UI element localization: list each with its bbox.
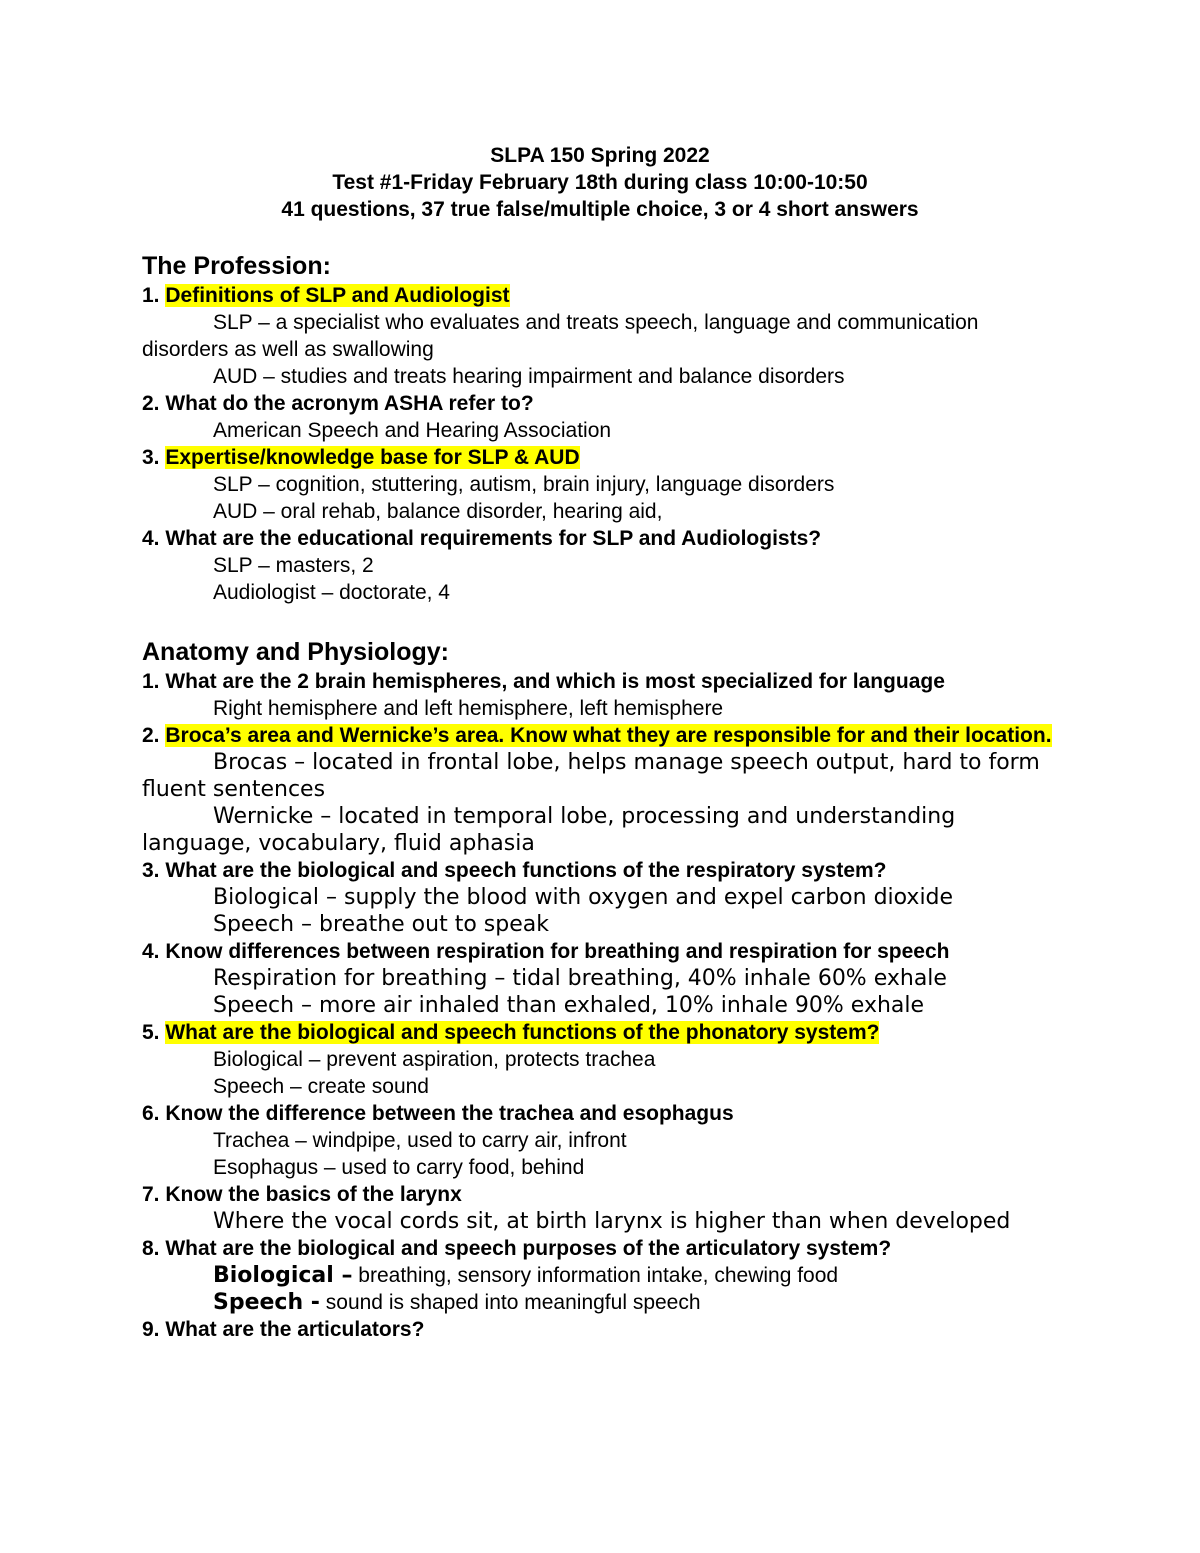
highlighted-question-text: Definitions of SLP and Audiologist <box>165 284 510 307</box>
answer-label: Speech - <box>213 1290 320 1315</box>
answer-line: Speech – breathe out to speak <box>213 912 549 937</box>
answer-line: Speech – create sound <box>213 1075 429 1098</box>
test-date: Test #1-Friday February 18th during class 10:00-10:50 <box>332 171 868 194</box>
section-spacer <box>142 606 1062 636</box>
document-body <box>142 250 1062 1343</box>
question-4: 4. What are the educational requirements for SLP and Audiologists? <box>142 527 822 550</box>
answer-line <box>142 1289 1062 1316</box>
section-title-anatomy: Anatomy and Physiology: <box>142 638 449 666</box>
document-header <box>0 142 1200 223</box>
answer-line: American Speech and Hearing Association <box>213 419 612 442</box>
question-number: 2. <box>142 724 166 747</box>
answer-line: SLP – cognition, stuttering, autism, brain injury, language disorders <box>213 473 835 496</box>
answer-text: sound is shaped into meaningful speech <box>319 1291 701 1314</box>
question-9: 9. What are the articulators? <box>142 1318 425 1341</box>
answer-line: Wernicke – located in temporal lobe, processing and understanding language, vocabulary, fluid aphasia <box>142 804 956 856</box>
question-number: 1. <box>142 284 166 307</box>
highlighted-question-text: Expertise/knowledge base for SLP & AUD <box>165 446 580 469</box>
answer-line: Brocas – located in frontal lobe, helps manage speech output, hard to form fluent sentences <box>142 750 1040 802</box>
question-2 <box>142 722 1062 749</box>
answer-line: Respiration for breathing – tidal breathing, 40% inhale 60% exhale <box>213 966 947 991</box>
question-1: 1. What are the 2 brain hemispheres, and which is most specialized for language <box>142 670 945 693</box>
answer-line: SLP – a specialist who evaluates and treats speech, language and communication disorders as well as swallowing <box>142 311 979 361</box>
answer-line: SLP – masters, 2 <box>213 554 374 577</box>
answer-label: Biological – <box>213 1263 353 1288</box>
answer-line: Audiologist – doctorate, 4 <box>213 581 450 604</box>
question-2: 2. What do the acronym ASHA refer to? <box>142 392 534 415</box>
answer-line: Where the vocal cords sit, at birth larynx is higher than when developed <box>213 1209 1011 1234</box>
answer-line <box>142 1262 1062 1289</box>
question-5 <box>142 1019 1062 1046</box>
question-4: 4. Know differences between respiration for breathing and respiration for speech <box>142 940 950 963</box>
answer-line: AUD – studies and treats hearing impairment and balance disorders <box>213 365 845 388</box>
answer-line: Speech – more air inhaled than exhaled, 10% inhale 90% exhale <box>213 993 925 1018</box>
section-title-profession: The Profession: <box>142 252 331 280</box>
highlighted-question-text: What are the biological and speech functions of the phonatory system? <box>165 1021 880 1044</box>
answer-line: Esophagus – used to carry food, behind <box>213 1156 585 1179</box>
answer-line: Right hemisphere and left hemisphere, left hemisphere <box>213 697 724 720</box>
answer-line: Biological – supply the blood with oxygen and expel carbon dioxide <box>213 885 954 910</box>
highlighted-question-text: Broca’s area and Wernicke’s area. Know what they are responsible for and their location. <box>165 724 1052 747</box>
question-number: 5. <box>142 1021 166 1044</box>
answer-line: Biological – prevent aspiration, protects trachea <box>213 1048 656 1071</box>
question-number: 3. <box>142 446 166 469</box>
question-3: 3. What are the biological and speech functions of the respiratory system? <box>142 859 887 882</box>
question-8: 8. What are the biological and speech purposes of the articulatory system? <box>142 1237 892 1260</box>
course-title: SLPA 150 Spring 2022 <box>490 144 710 167</box>
question-6: 6. Know the difference between the trachea and esophagus <box>142 1102 734 1125</box>
question-1 <box>142 282 1062 309</box>
question-7: 7. Know the basics of the larynx <box>142 1183 462 1206</box>
question-3 <box>142 444 1062 471</box>
test-format: 41 questions, 37 true false/multiple choice, 3 or 4 short answers <box>281 198 919 221</box>
answer-line: Trachea – windpipe, used to carry air, infront <box>213 1129 627 1152</box>
answer-text: breathing, sensory information intake, chewing food <box>352 1264 839 1287</box>
answer-line: AUD – oral rehab, balance disorder, hearing aid, <box>213 500 663 523</box>
